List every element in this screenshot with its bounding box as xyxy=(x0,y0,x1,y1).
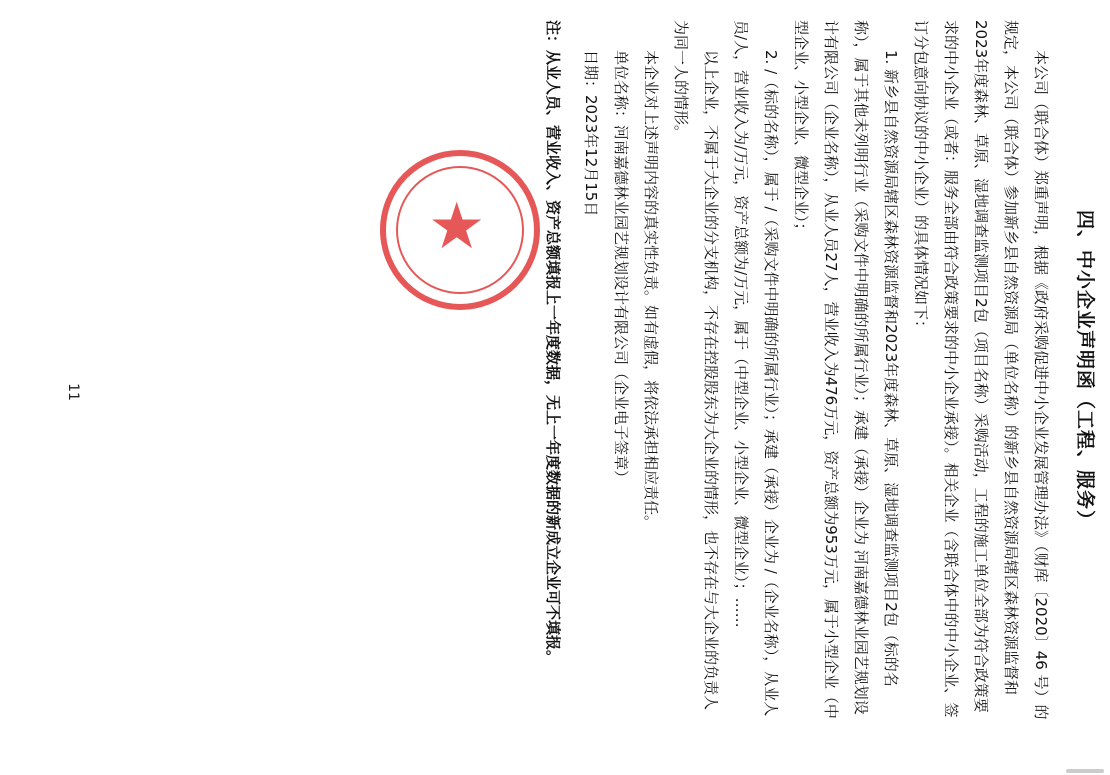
paragraph-responsibility: 本企业对上述声明内容的真实性负责。如有虚假，将依法承担相应责任。 xyxy=(642,50,660,531)
paragraph-intro: 本公司（联合体）郑重声明，根据《政府采购促进中小企业发展管理办法》（财库〔2020〕46 号）的规定，本公司（联合体）参加新乡县自然资源局（单位名称）的新乡县自然资源局辖区森林资源监督和2023年度森林、草原、湿地调查监测项目2包（项目名称）采购活动，工程的施工单位全部为符合政策要求的中小企业（或者：服务全部由符合政策要求的中小企业承接）。相关企业（含联合体中的中小企业、签订分包意向协议的中小企业）的具体情况如下： xyxy=(912,20,1050,720)
seal-star-icon: ★ xyxy=(428,190,486,264)
company-seal xyxy=(380,150,540,310)
scrollbar[interactable] xyxy=(1066,769,1104,773)
date-line: 日期：2023年12月15日 xyxy=(582,50,600,217)
list-item-2: 2. /（标的名称），属于 /（采购文件中明确的所属行业）；承建（承接）企业为 /（企业名称），从业人员/人，营业收入为/万元，资产总额为/万元，属于（中型企业、小型企业、微型企业）；…… xyxy=(732,20,780,717)
page-number: 11 xyxy=(64,383,81,401)
rotated-content xyxy=(100,20,1100,720)
unit-name-line: 单位名称：河南嘉德林业园艺规划设计有限公司（企业电子签章） xyxy=(612,50,630,486)
note-line: 注：从业人员、营业收入、资产总额填报上一年度数据，无上一年度数据的新成立企业可不填报。 xyxy=(544,20,562,666)
document-title: 四、中小企业声明函（工程、服务） xyxy=(1074,209,1096,530)
paragraph-enterprise-status: 以上企业，不属于大企业的分支机构，不存在控股股东为大企业的情形，也不存在与大企业的负责人为同一人的情形。 xyxy=(672,20,720,711)
list-item-1: 1. 新乡县自然资源局辖区森林资源监督和2023年度森林、草原、湿地调查监测项目2包（标的名称），属于其他未列明行业（采购文件中明确的所属行业）；承建（承接）企业为 河南嘉德林业园艺规划设计有限公司（企业名称），从业人员27人，营业收入为476万元，资产总额为953万元，属于小型企业（中型企业、小型企业、微型企业）； xyxy=(792,20,900,719)
